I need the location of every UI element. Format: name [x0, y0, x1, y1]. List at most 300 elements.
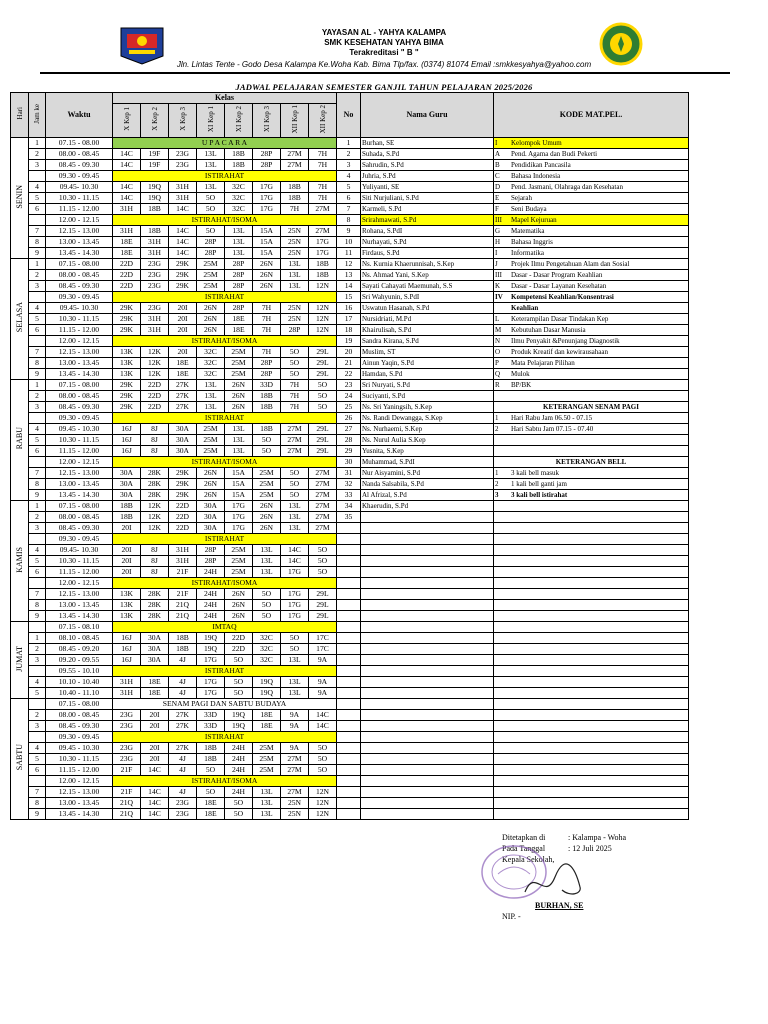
waktu-cell: 08.45 - 09.30: [46, 160, 113, 171]
subject-cell: 25M: [197, 281, 225, 292]
teacher-no: 7: [337, 204, 361, 215]
subject-cell: 29L: [309, 369, 337, 380]
subject-cell: 25M: [225, 545, 253, 556]
subject-cell: 28P: [253, 160, 281, 171]
subject-cell: 13L: [253, 798, 281, 809]
teacher-no: 29: [337, 446, 361, 457]
subject-cell: 14C: [281, 556, 309, 567]
subject-cell: 32C: [225, 204, 253, 215]
subject-code: [494, 226, 689, 237]
subject-cell: 26N: [197, 468, 225, 479]
subject-cell: 5O: [281, 347, 309, 358]
schedule-row: [11, 446, 689, 457]
waktu-cell: 13.00 - 13.45: [46, 237, 113, 248]
teacher-name: Sayati Cahayati Maemunah, S.S: [361, 281, 494, 292]
header-kelas: Kelas: [113, 93, 337, 104]
subject-cell: 25M: [225, 567, 253, 578]
schedule-row: [11, 336, 689, 347]
subject-cell: 27M: [281, 754, 309, 765]
code-key: D: [495, 183, 501, 191]
subject-cell: 13L: [281, 501, 309, 512]
schedule-row: [11, 523, 689, 534]
subject-cell: 15A: [253, 237, 281, 248]
teacher-no: 17: [337, 314, 361, 325]
class-header: XI Kep 3: [253, 104, 281, 138]
subject-cell: 7H: [309, 182, 337, 193]
schedule-row: [11, 567, 689, 578]
subject-cell: 13L: [225, 424, 253, 435]
subject-cell: 22D: [113, 270, 141, 281]
subject-cell: 27M: [281, 160, 309, 171]
subject-cell: 15A: [225, 468, 253, 479]
subject-cell: 7H: [309, 160, 337, 171]
subject-cell: 17C: [309, 633, 337, 644]
subject-cell: 26N: [253, 270, 281, 281]
schedule-row: [11, 732, 689, 743]
subject-cell: 15A: [253, 226, 281, 237]
subject-cell: 26N: [225, 589, 253, 600]
subject-cell: 28P: [253, 358, 281, 369]
subject-code: [494, 677, 689, 688]
subject-cell: 22D: [169, 501, 197, 512]
schedule-row: [11, 193, 689, 204]
schedule-row: [11, 798, 689, 809]
teacher-name: [361, 644, 494, 655]
code-key: IV: [495, 293, 503, 301]
subject-cell: 13L: [281, 677, 309, 688]
subject-cell: 8J: [141, 446, 169, 457]
subject-cell: 18E: [197, 809, 225, 820]
code-key: A: [495, 150, 501, 158]
subject-cell: 25N: [281, 798, 309, 809]
subject-cell: 28K: [141, 589, 169, 600]
teacher-name: Muhammad, S.PdI: [361, 457, 494, 468]
subject-code: [494, 512, 689, 523]
subject-cell: 26N: [225, 600, 253, 611]
teacher-name: Ns. Nurul Aulia S.Kep: [361, 435, 494, 446]
jam-ke-cell: 5: [29, 435, 46, 446]
schedule-row: [11, 292, 689, 303]
subject-cell: 8J: [141, 556, 169, 567]
teacher-no: [337, 600, 361, 611]
subject-cell: 26N: [253, 512, 281, 523]
teacher-no: 34: [337, 501, 361, 512]
schedule-row: [11, 644, 689, 655]
teacher-no: [337, 556, 361, 567]
teacher-no: 21: [337, 358, 361, 369]
jam-ke-cell: [29, 622, 46, 633]
subject-cell: 18B: [169, 633, 197, 644]
teacher-no: [337, 699, 361, 710]
teacher-name: Juhria, S.Pd: [361, 171, 494, 182]
waktu-cell: 12.15 - 13.00: [46, 226, 113, 237]
class-header: XI Kep 2: [225, 104, 253, 138]
subject-cell: 18B: [253, 391, 281, 402]
subject-cell: 9A: [281, 743, 309, 754]
subject-cell: 7H: [281, 391, 309, 402]
subject-cell: 26N: [253, 259, 281, 270]
jam-ke-cell: 6: [29, 765, 46, 776]
subject-cell: 18E: [113, 248, 141, 259]
teacher-no: 26: [337, 413, 361, 424]
subject-cell: 29K: [169, 259, 197, 270]
schedule-row: [11, 325, 689, 336]
subject-cell: 18B: [253, 424, 281, 435]
teacher-name: Ns. Ahmad Yani, S.Kep: [361, 270, 494, 281]
waktu-cell: 12.00 - 12.15: [46, 578, 113, 589]
subject-code: [494, 666, 689, 677]
subject-cell: 4J: [169, 677, 197, 688]
teacher-no: 8: [337, 215, 361, 226]
schedule-row: [11, 556, 689, 567]
subject-cell: 12K: [141, 501, 169, 512]
code-key: B: [495, 161, 500, 169]
subject-cell: 14C: [281, 545, 309, 556]
code-value: Bahasa Indonesia: [511, 172, 561, 180]
waktu-cell: 09.30 - 09.45: [46, 171, 113, 182]
code-key: E: [495, 194, 500, 202]
waktu-cell: 07.15 - 08.10: [46, 622, 113, 633]
waktu-cell: 07.15 - 08.00: [46, 259, 113, 270]
subject-cell: 18B: [141, 204, 169, 215]
subject-cell: 5O: [309, 380, 337, 391]
subject-cell: 17G: [197, 677, 225, 688]
header-no: No: [337, 93, 361, 138]
teacher-name: [361, 523, 494, 534]
subject-cell: 25N: [281, 237, 309, 248]
teacher-name: Siti Nurjuliani, S.Pd: [361, 193, 494, 204]
teacher-no: [337, 622, 361, 633]
schedule-row: [11, 314, 689, 325]
schedule-row: [11, 413, 689, 424]
subject-cell: 19F: [141, 149, 169, 160]
teacher-name: [361, 721, 494, 732]
subject-cell: 12N: [309, 325, 337, 336]
subject-cell: 13L: [281, 688, 309, 699]
waktu-cell: 07.15 - 08.00: [46, 380, 113, 391]
teacher-no: [337, 666, 361, 677]
waktu-cell: 08.10 - 08.45: [46, 633, 113, 644]
header-divider: [40, 72, 730, 74]
subject-cell: 5O: [225, 809, 253, 820]
teacher-name: Ns. Nurhaemi, S.Kep: [361, 424, 494, 435]
jam-ke-cell: [29, 413, 46, 424]
subject-cell: 13L: [225, 248, 253, 259]
teacher-name: Yuliyanti, SE: [361, 182, 494, 193]
teacher-no: [337, 567, 361, 578]
subject-cell: 13K: [113, 347, 141, 358]
subject-cell: 4J: [169, 787, 197, 798]
subject-cell: 8J: [141, 545, 169, 556]
subject-cell: 21F: [169, 589, 197, 600]
subject-cell: 17G: [225, 501, 253, 512]
jam-ke-cell: [29, 699, 46, 710]
subject-cell: 17G: [281, 567, 309, 578]
subject-cell: 23G: [141, 281, 169, 292]
subject-cell: 31H: [169, 193, 197, 204]
jam-ke-cell: 2: [29, 149, 46, 160]
subject-code: [494, 809, 689, 820]
schedule-row: [11, 600, 689, 611]
waktu-cell: 13.00 - 13.45: [46, 798, 113, 809]
subject-cell: 13L: [253, 787, 281, 798]
waktu-cell: 09.45 - 10.30: [46, 743, 113, 754]
schedule-row: [11, 215, 689, 226]
subject-cell: 28P: [225, 259, 253, 270]
waktu-cell: 13.45 - 14.30: [46, 369, 113, 380]
subject-cell: 22D: [141, 391, 169, 402]
subject-cell: 17G: [281, 600, 309, 611]
subject-cell: 14C: [309, 721, 337, 732]
teacher-no: 13: [337, 270, 361, 281]
schedule-row: [11, 204, 689, 215]
subject-cell: 18E: [225, 314, 253, 325]
subject-cell: 26N: [197, 314, 225, 325]
teacher-no: [337, 732, 361, 743]
subject-cell: 20I: [141, 710, 169, 721]
subject-cell: 16J: [113, 446, 141, 457]
waktu-cell: 10.30 - 11.15: [46, 754, 113, 765]
subject-code: [494, 633, 689, 644]
subject-cell: 18E: [113, 237, 141, 248]
class-header: X Kep 1: [113, 104, 141, 138]
schedule-row: [11, 468, 689, 479]
subject-cell: 27M: [309, 512, 337, 523]
teacher-name: Muslim, ST: [361, 347, 494, 358]
waktu-cell: 11.15 - 12.00: [46, 567, 113, 578]
subject-cell: 27K: [169, 710, 197, 721]
code-key: F: [495, 205, 499, 213]
subject-cell: 28K: [141, 611, 169, 622]
code-value: Informatika: [511, 249, 545, 257]
accreditation: Terakreditasi " B ": [349, 48, 419, 57]
waktu-cell: 09.45- 10.30: [46, 545, 113, 556]
jabatan: Kepala Sekolah,: [502, 855, 555, 864]
code-value: 3 kali bell istirahat: [511, 491, 568, 499]
subject-cell: 30A: [197, 523, 225, 534]
subject-cell: 5O: [253, 600, 281, 611]
subject-cell: 5O: [309, 391, 337, 402]
subject-cell: 26N: [197, 303, 225, 314]
subject-code: [494, 413, 689, 424]
teacher-name: Karmeli, S.Pd: [361, 204, 494, 215]
subject-cell: 13L: [281, 270, 309, 281]
break-cell: ISTIRAHAT/ISOMA: [113, 215, 337, 226]
teacher-name: Nurhayati, S.Pd: [361, 237, 494, 248]
teacher-name: Firdaus, S.Pd: [361, 248, 494, 259]
teacher-no: [337, 754, 361, 765]
subject-cell: 25M: [197, 446, 225, 457]
schedule-row: [11, 380, 689, 391]
subject-cell: 13L: [197, 380, 225, 391]
subject-cell: 31H: [141, 248, 169, 259]
schedule-row: [11, 754, 689, 765]
subject-cell: 33D: [197, 710, 225, 721]
jam-ke-cell: [29, 215, 46, 226]
subject-code: [494, 325, 689, 336]
jam-ke-cell: 5: [29, 556, 46, 567]
subject-cell: 27K: [169, 380, 197, 391]
subject-cell: 26N: [225, 402, 253, 413]
teacher-name: Nur Aisyamini, S.Pd: [361, 468, 494, 479]
jam-ke-cell: 3: [29, 402, 46, 413]
subject-cell: 20I: [169, 347, 197, 358]
teacher-no: [337, 710, 361, 721]
subject-cell: 21Q: [169, 611, 197, 622]
subject-cell: 5O: [197, 765, 225, 776]
code-value: Hari Sabtu Jam 07.15 - 07.40: [511, 425, 594, 433]
subject-cell: 17G: [225, 523, 253, 534]
subject-cell: 22D: [141, 402, 169, 413]
subject-cell: 17C: [309, 644, 337, 655]
waktu-cell: 07.15 - 08.00: [46, 501, 113, 512]
teacher-name: Al Afrizal, S.Pd: [361, 490, 494, 501]
header-jam-ke: Jam ke: [29, 93, 46, 138]
code-key: C: [495, 172, 500, 180]
subject-code: [494, 754, 689, 765]
teacher-name: Sahrudin, S.Pd: [361, 160, 494, 171]
subject-cell: 31H: [113, 226, 141, 237]
subject-cell: 13L: [225, 435, 253, 446]
subject-cell: 29K: [169, 490, 197, 501]
subject-cell: 13K: [113, 611, 141, 622]
subject-cell: 7H: [253, 325, 281, 336]
jam-ke-cell: 1: [29, 633, 46, 644]
teacher-no: [337, 743, 361, 754]
jam-ke-cell: 6: [29, 567, 46, 578]
teacher-name: Hamdan, S.Pd: [361, 369, 494, 380]
subject-cell: 18B: [197, 754, 225, 765]
subject-code: [494, 787, 689, 798]
subject-cell: 5O: [281, 479, 309, 490]
teacher-no: 25: [337, 402, 361, 413]
subject-cell: 4J: [169, 754, 197, 765]
teacher-name: Srirahmawati, S.Pd: [361, 215, 494, 226]
header-hari: Hari: [11, 93, 29, 138]
jam-ke-cell: 2: [29, 710, 46, 721]
subject-cell: 18E: [253, 710, 281, 721]
subject-code: [494, 710, 689, 721]
subject-cell: 23G: [169, 149, 197, 160]
teacher-no: 22: [337, 369, 361, 380]
subject-cell: 12K: [141, 358, 169, 369]
subject-cell: 23G: [113, 710, 141, 721]
subject-cell: 23G: [113, 743, 141, 754]
subject-cell: 5O: [309, 556, 337, 567]
jam-ke-cell: [29, 578, 46, 589]
jam-ke-cell: [29, 534, 46, 545]
code-key: 2: [495, 425, 499, 433]
jam-ke-cell: [29, 776, 46, 787]
subject-cell: 31H: [169, 556, 197, 567]
subject-code: [494, 391, 689, 402]
code-key: I: [495, 249, 498, 257]
subject-cell: 28P: [253, 149, 281, 160]
waktu-cell: 08.00 - 08.45: [46, 710, 113, 721]
subject-cell: 20I: [141, 721, 169, 732]
waktu-cell: 09.55 - 10.10: [46, 666, 113, 677]
teacher-no: [337, 798, 361, 809]
header-waktu: Waktu: [46, 93, 113, 138]
schedule-row: [11, 809, 689, 820]
teacher-name: Ns. Sri Yaningsih, S.Kep: [361, 402, 494, 413]
code-value: Bahasa Inggris: [511, 238, 553, 246]
subject-cell: 25N: [281, 303, 309, 314]
subject-cell: 5O: [253, 611, 281, 622]
subject-cell: 4J: [169, 688, 197, 699]
subject-cell: 31H: [113, 677, 141, 688]
jam-ke-cell: 1: [29, 259, 46, 270]
subject-cell: 28P: [225, 270, 253, 281]
subject-cell: 14C: [169, 226, 197, 237]
subject-code: [494, 402, 689, 413]
teacher-name: Burhan, SE: [361, 138, 494, 149]
subject-cell: 9A: [309, 688, 337, 699]
subject-cell: 5O: [309, 743, 337, 754]
jam-ke-cell: 7: [29, 589, 46, 600]
waktu-cell: 08.00 - 08.45: [46, 149, 113, 160]
subject-cell: 25M: [197, 270, 225, 281]
subject-cell: 22D: [141, 380, 169, 391]
subject-cell: 24H: [225, 754, 253, 765]
subject-cell: 17G: [253, 182, 281, 193]
subject-cell: 29L: [309, 611, 337, 622]
subject-cell: 32C: [197, 358, 225, 369]
jam-ke-cell: 7: [29, 787, 46, 798]
subject-cell: 20I: [169, 303, 197, 314]
schedule-row: [11, 633, 689, 644]
ditetapkan-label: Ditetapkan di: [502, 833, 546, 842]
subject-cell: 12N: [309, 798, 337, 809]
subject-cell: 17G: [253, 204, 281, 215]
subject-cell: 25N: [281, 248, 309, 259]
teacher-no: 5: [337, 182, 361, 193]
code-value: 1 kali bell ganti jam: [511, 480, 567, 488]
subject-cell: 25M: [225, 358, 253, 369]
code-value: Dasar - Dasar Program Keahlian: [511, 271, 603, 279]
schedule-row: [11, 270, 689, 281]
waktu-cell: 13.45 - 14.30: [46, 490, 113, 501]
subject-cell: 27M: [281, 149, 309, 160]
break-cell: ISTIRAHAT/ISOMA: [113, 776, 337, 787]
teacher-no: 19: [337, 336, 361, 347]
teacher-no: 10: [337, 237, 361, 248]
subject-cell: 17G: [309, 237, 337, 248]
break-cell: ISTIRAHAT/ISOMA: [113, 457, 337, 468]
subject-cell: 20I: [113, 545, 141, 556]
jam-ke-cell: 7: [29, 347, 46, 358]
teacher-name: [361, 655, 494, 666]
code-value: Pend. Agama dan Budi Pekerti: [511, 150, 598, 158]
waktu-cell: 09.45- 10.30: [46, 182, 113, 193]
waktu-cell: 13.45 - 14.30: [46, 611, 113, 622]
subject-code: [494, 468, 689, 479]
subject-cell: 5O: [281, 358, 309, 369]
waktu-cell: 10.30 - 11.15: [46, 556, 113, 567]
jam-ke-cell: 6: [29, 325, 46, 336]
subject-code: [494, 424, 689, 435]
waktu-cell: 08.45 - 09.30: [46, 523, 113, 534]
code-key: Q: [495, 370, 501, 378]
code-value: Dasar - Dasar Layanan Kesehatan: [511, 282, 607, 290]
teacher-no: 12: [337, 259, 361, 270]
subject-cell: 33D: [253, 380, 281, 391]
waktu-cell: 08.00 - 08.45: [46, 391, 113, 402]
subject-cell: 5O: [253, 435, 281, 446]
jam-ke-cell: 8: [29, 600, 46, 611]
subject-cell: 8J: [141, 424, 169, 435]
subject-cell: 30A: [141, 655, 169, 666]
